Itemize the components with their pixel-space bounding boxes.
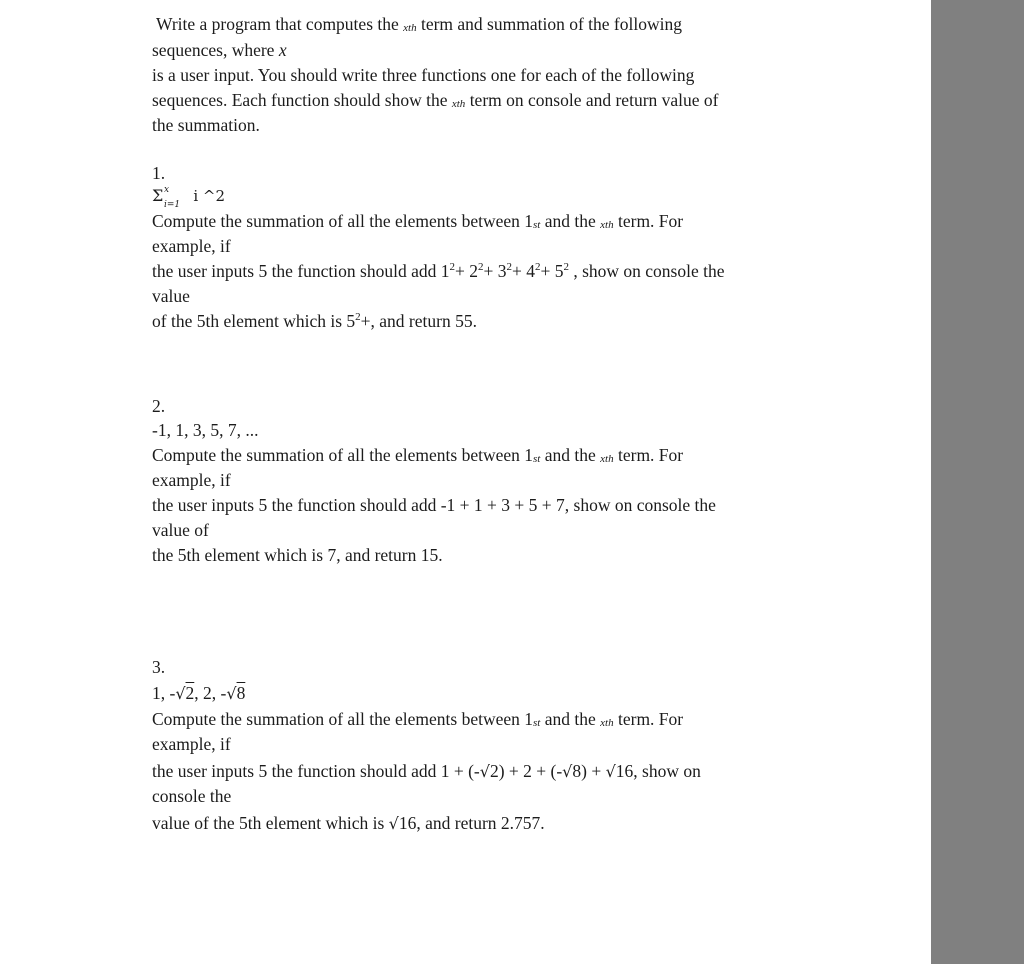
section-1-line-1: Compute the summation of all the elements between 1st and the xth term. For [152, 211, 684, 231]
section-2-line-4: value of [152, 520, 209, 540]
section-3-line-5: value of the 5th element which is √16, and return 2.757. [152, 813, 545, 833]
section-3-line-3: the user inputs 5 the function should add 1 + (-√2) + 2 + (-√8) + √16, show on [152, 761, 701, 781]
intro-line-1: Write a program that computes the xth term and summation of the following [156, 14, 682, 34]
section-1-line-2: example, if [152, 236, 231, 256]
section-2-sequence: -1, 1, 3, 5, 7, ... [152, 420, 259, 440]
section-1-line-4: value [152, 286, 190, 306]
section-1-line-5: of the 5th element which is $5^2+$, and return 55. [152, 311, 477, 331]
section-3-sequence: 1, -√2, 2, -√8 [152, 683, 246, 703]
intro-line-3: is a user input. You should write three functions one for each of the following [152, 65, 695, 85]
section-3-line-2: example, if [152, 734, 231, 754]
viewer-gray-margin [931, 0, 1024, 964]
intro-line-2: sequences, where x [152, 40, 287, 60]
section-3-line-4: console the [152, 786, 232, 806]
section-3-line-1: Compute the summation of all the elements between 1st and the xth term. For [152, 709, 684, 729]
section-2-number: 2. [152, 396, 166, 416]
section-1-line-3: the user inputs 5 the function should add $1^2+ 2^2+ 3^2+ 4^2+ 5^2$ , show on console the [152, 261, 725, 281]
section-2-line-3: the user inputs 5 the function should add -1 + 1 + 3 + 5 + 7, show on console the [152, 495, 716, 515]
intro-line-5: the summation. [152, 115, 260, 135]
section-2-line-2: example, if [152, 470, 231, 490]
section-2-line-1: Compute the summation of all the elements between 1st and the xth term. For [152, 445, 684, 465]
intro-line-4: sequences. Each function should show the xth term on console and return value of [152, 90, 719, 110]
section-1-number: 1. [152, 163, 166, 183]
section-2-line-5: the 5th element which is 7, and return 15. [152, 545, 443, 565]
section-1-formula: Σ x i=1 i ^2 [152, 185, 225, 210]
section-3-number: 3. [152, 657, 166, 677]
